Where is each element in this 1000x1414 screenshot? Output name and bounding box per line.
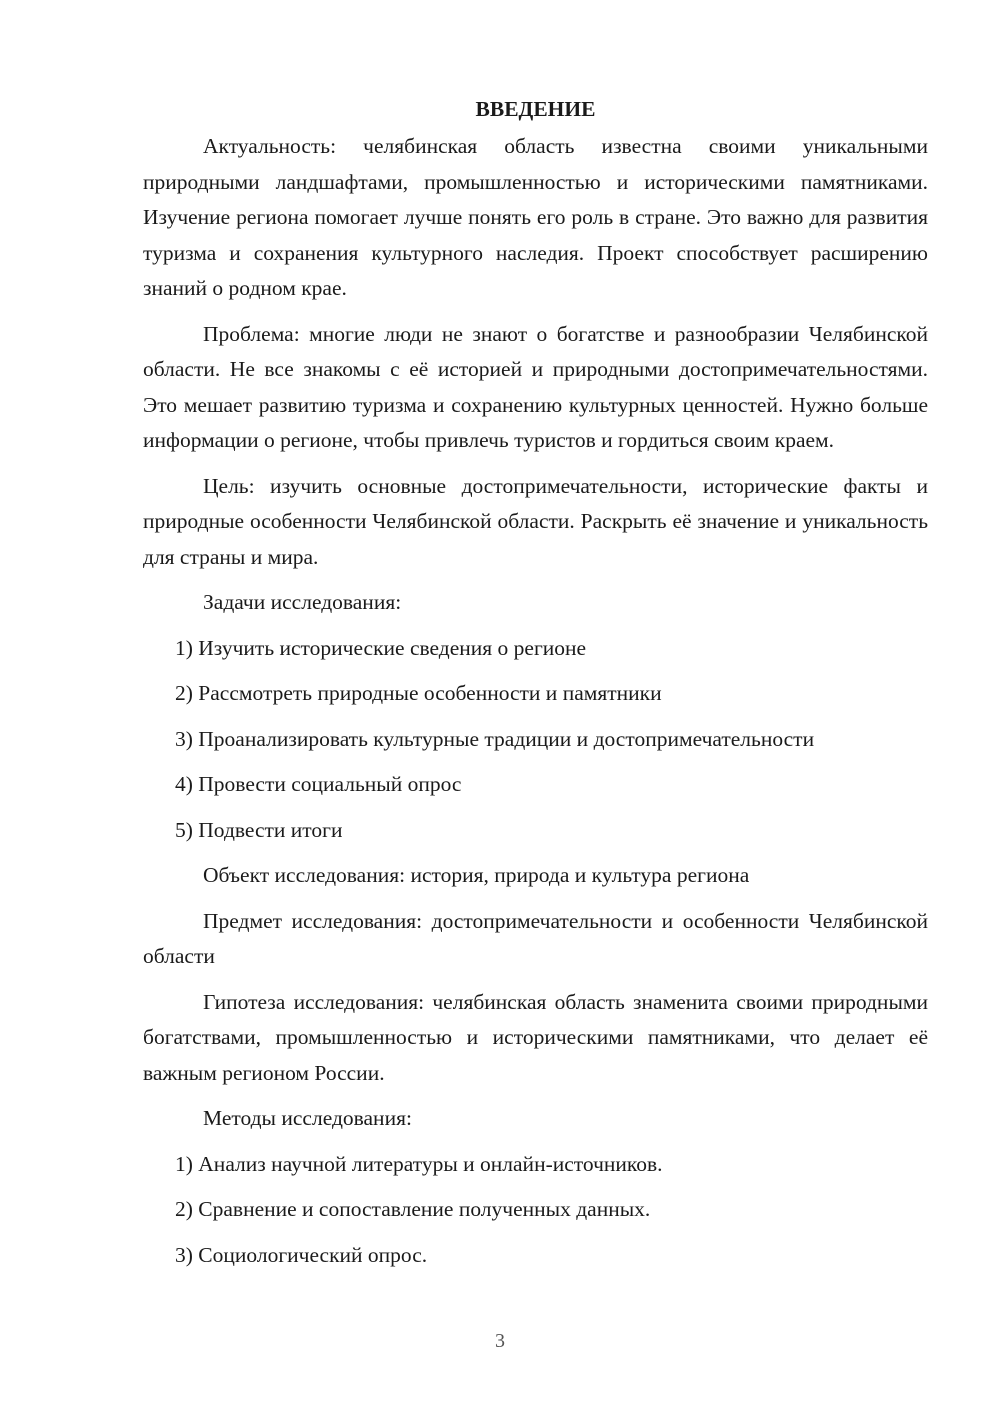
- methods-heading: Методы исследования:: [203, 1106, 412, 1130]
- subject-paragraph: Предмет исследования: достопримечательности и особенности Челябинской области: [143, 908, 928, 968]
- task-item: 1) Изучить исторические сведения о регионе: [175, 635, 587, 660]
- task-item: 5) Подвести итоги: [175, 817, 343, 842]
- document-page: [143, 92, 928, 1283]
- problem-paragraph: Проблема: многие люди не знают о богатстве и разнообразии Челябинской области. Не все знакомы с её историей и природными достопримечательностями. Это мешает развитию туризма и сохранению культурных ценностей. Нужно больше информации о регионе, чтобы привлечь туристов и гордиться своим краем.: [143, 321, 928, 452]
- method-item: 1) Анализ научной литературы и онлайн-источников.: [175, 1151, 663, 1176]
- object-paragraph: Объект исследования: история, природа и культура региона: [203, 863, 750, 887]
- hypothesis-paragraph: Гипотеза исследования: челябинская область знаменита своими природными богатствами, промышленностью и историческими памятниками, что делает её важным регионом России.: [143, 989, 928, 1085]
- goal-paragraph: Цель: изучить основные достопримечательности, исторические факты и природные особенности Челябинской области. Раскрыть её значение и уникальность для страны и мира.: [143, 473, 928, 569]
- task-item: 4) Провести социальный опрос: [175, 772, 462, 796]
- methods-list: [143, 1147, 928, 1274]
- method-item: 2) Сравнение и сопоставление полученных данных.: [175, 1197, 651, 1221]
- tasks-heading: Задачи исследования:: [203, 590, 402, 614]
- document-title: ВВЕДЕНИЕ: [475, 97, 596, 121]
- page-number: 3: [495, 1330, 505, 1352]
- tasks-list: [143, 631, 928, 849]
- method-item: 3) Социологический опрос.: [175, 1242, 428, 1267]
- relevance-paragraph: Актуальность: челябинская область известна своими уникальными природными ландшафтами, промышленностью и историческими памятниками. Изучение региона помогает лучше понять его роль в стране. Это важно для развития туризма и сохранения культурного наследия. Проект способствует расширению знаний о родном крае.: [143, 134, 928, 300]
- task-item: 3) Проанализировать культурные традиции и достопримечательности: [175, 726, 815, 751]
- task-item: 2) Рассмотреть природные особенности и памятники: [175, 681, 662, 705]
